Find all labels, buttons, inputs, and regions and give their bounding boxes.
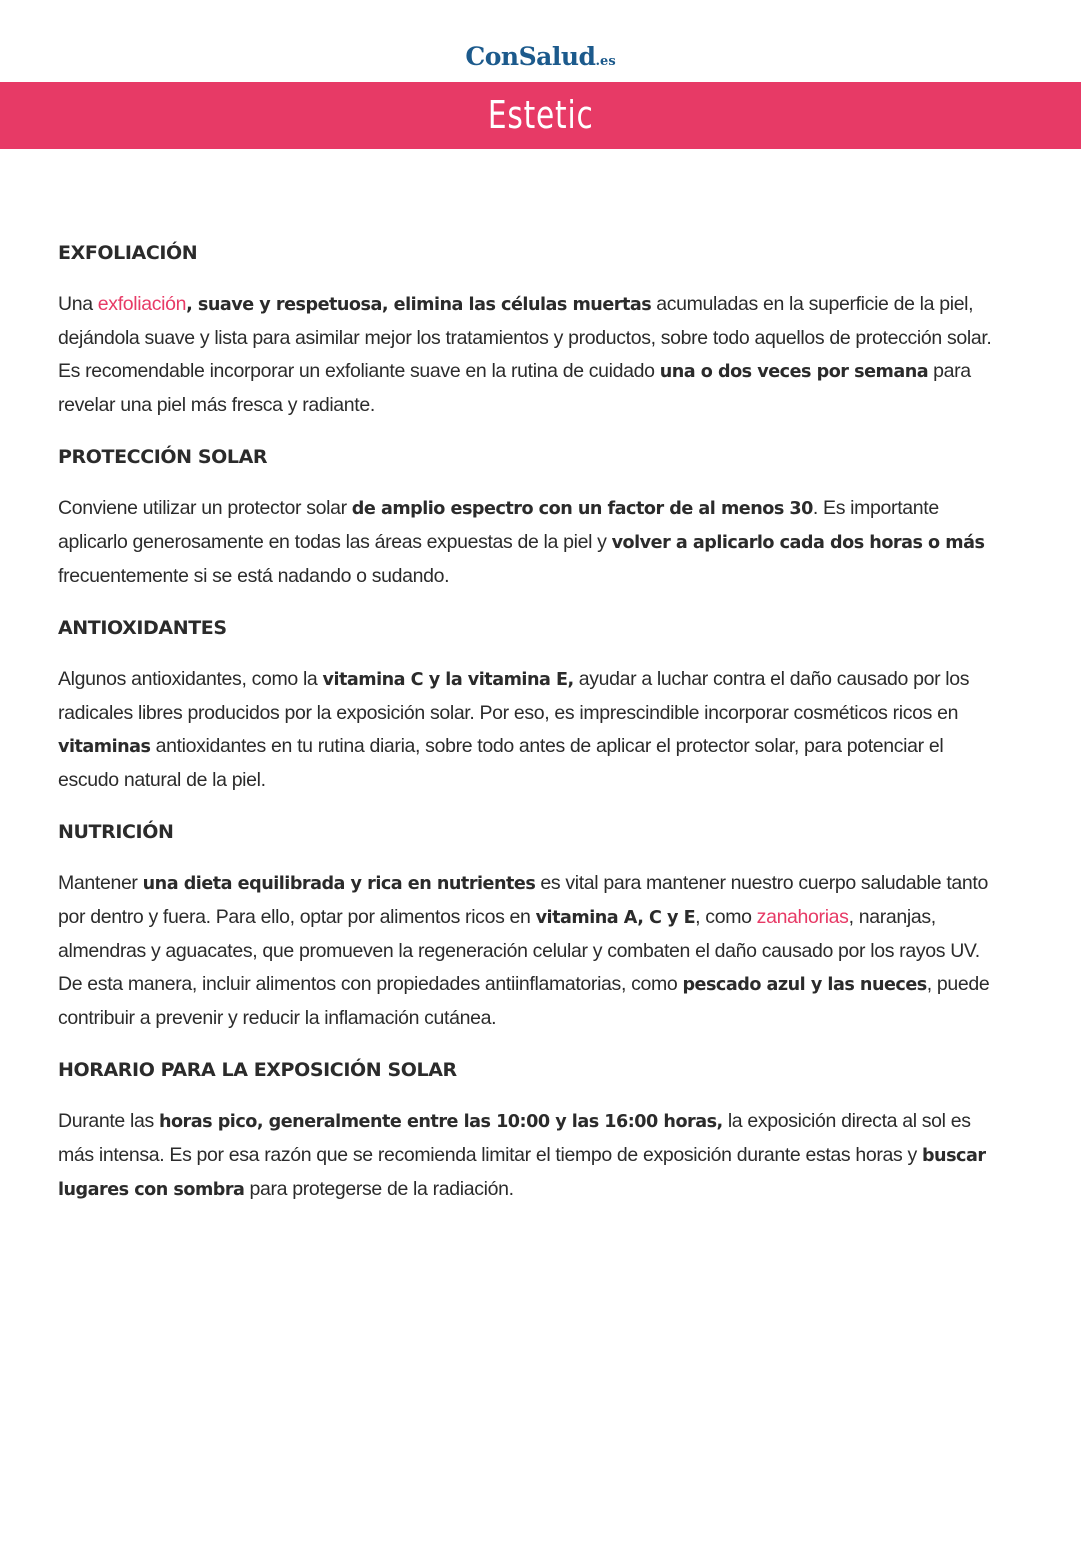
brand-name: ConSalud (465, 42, 596, 71)
section-heading: HORARIO PARA LA EXPOSICIÓN SOLAR (58, 1059, 457, 1081)
section-paragraph: Conviene utilizar un protector solar de amplio espectro con un factor de al menos 30. Es importante aplicarlo generosamente en todas las áreas expuestas de la piel y volver a aplicarlo cada dos horas o más frecuentemente si se está nadando o sudando. (58, 497, 985, 587)
brand-logo (0, 42, 1081, 71)
section-paragraph: Una exfoliación, suave y respetuosa, elimina las células muertas acumuladas en la superficie de la piel, dejándola suave y lista para asimilar mejor los tratamientos y productos, sobre todo aquellos de protección solar. Es recomendable incorporar un exfoliante suave en la rutina de cuidado una o dos veces por semana para revelar una piel más fresca y radiante. (58, 293, 992, 416)
section-heading: EXFOLIACIÓN (58, 242, 198, 264)
exfoliacion-link[interactable]: exfoliación (97, 293, 187, 315)
section-paragraph: Mantener una dieta equilibrada y rica en nutrientes es vital para mantener nuestro cuerpo saludable tanto por dentro y fuera. Para ello, optar por alimentos ricos en vitamina A, C y E, como zanahorias, naranjas, almendras y aguacates, que promueven la regeneración celular y combaten el daño causado por los rayos UV. De esta manera, incluir alimentos con propiedades antiinflamatorias, como pescado azul y las nueces, puede contribuir a prevenir y reducir la inflamación cutánea. (58, 872, 990, 1029)
zanahorias-link[interactable]: zanahorias (756, 906, 849, 928)
section-proteccion-solar (58, 442, 1008, 593)
section-title: Estetic (487, 93, 594, 137)
section-heading: ANTIOXIDANTES (58, 617, 227, 639)
section-paragraph: Durante las horas pico, generalmente entre las 10:00 y las 16:00 horas, la exposición directa al sol es más intensa. Es por esa razón que se recomienda limitar el tiempo de exposición durante estas horas y buscar lugares con sombra para protegerse de la radiación. (58, 1110, 986, 1200)
section-horario-exposicion (58, 1055, 1008, 1207)
article-body (58, 238, 1008, 1227)
section-heading: NUTRICIÓN (58, 821, 174, 843)
section-exfoliacion (58, 238, 1008, 422)
section-nutricion (58, 817, 1008, 1035)
section-banner (0, 82, 1081, 149)
section-antioxidantes (58, 613, 1008, 797)
section-paragraph: Algunos antioxidantes, como la vitamina C y la vitamina E, ayudar a luchar contra el daño causado por los radicales libres producidos por la exposición solar. Por eso, es imprescindible incorporar cosméticos ricos en vitaminas antioxidantes en tu rutina diaria, sobre todo antes de aplicar el protector solar, para potenciar el escudo natural de la piel. (58, 668, 970, 791)
section-heading: PROTECCIÓN SOLAR (58, 446, 268, 468)
brand-tld: .es (595, 54, 616, 69)
